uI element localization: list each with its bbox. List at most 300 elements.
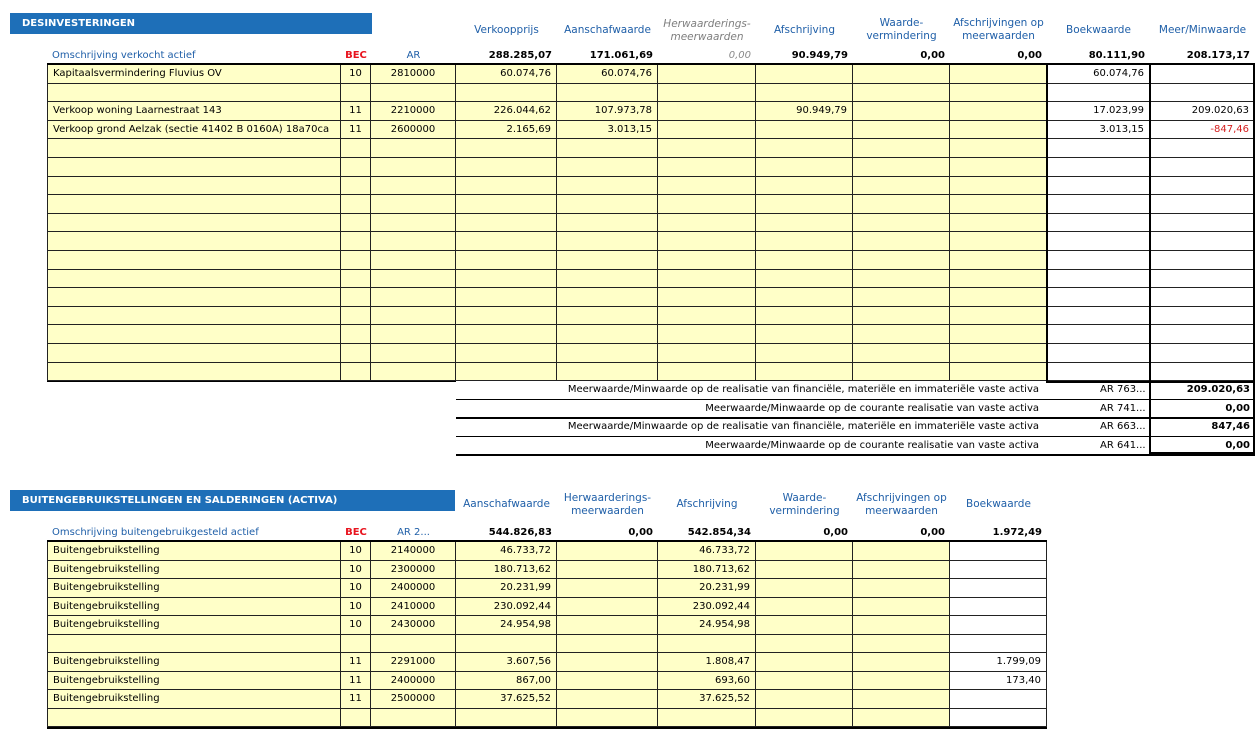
summary-ar-code: AR 641... bbox=[1100, 439, 1146, 451]
cell-waardevermindering[interactable] bbox=[853, 288, 950, 307]
cell-omschrijving[interactable] bbox=[47, 307, 341, 326]
cell-waardevermindering[interactable] bbox=[853, 214, 950, 233]
cell-herwaardering[interactable] bbox=[658, 121, 756, 140]
cell-bec[interactable] bbox=[341, 158, 371, 177]
cell-aanschafwaarde[interactable] bbox=[557, 139, 658, 158]
cell-omschrijving[interactable] bbox=[47, 195, 341, 214]
cell-verkoopprijs[interactable] bbox=[456, 325, 557, 344]
cell-verkoopprijs[interactable] bbox=[456, 84, 557, 103]
summary-description: Meerwaarde/Minwaarde op de realisatie van financiële, materiële en immateriële vaste activa bbox=[567, 421, 1039, 432]
cell-waardevermindering[interactable] bbox=[853, 102, 950, 121]
cell-afschrijvingen-meerwaarden[interactable] bbox=[950, 325, 1047, 344]
cell-ar[interactable]: 2500000 bbox=[371, 690, 456, 709]
cell-afschrijving[interactable]: 20.231,99 bbox=[658, 579, 756, 598]
total-afschrijving: 90.949,79 bbox=[791, 50, 848, 61]
cell-omschrijving[interactable] bbox=[47, 288, 341, 307]
cell-bec[interactable]: 11 bbox=[341, 121, 371, 140]
cell-ar[interactable] bbox=[371, 325, 456, 344]
cell-afschrijvingen-meerwaarden[interactable] bbox=[853, 598, 950, 617]
cell-waardevermindering[interactable] bbox=[756, 579, 853, 598]
cell-boekwaarde[interactable] bbox=[950, 561, 1047, 580]
cell-afschrijvingen-meerwaarden[interactable] bbox=[950, 102, 1047, 121]
summary-border bbox=[1149, 452, 1255, 454]
cell-omschrijving[interactable]: Buitengebruikstelling bbox=[47, 672, 341, 691]
cell-waardevermindering[interactable] bbox=[853, 270, 950, 289]
cell-omschrijving[interactable] bbox=[47, 251, 341, 270]
cell-herwaardering[interactable] bbox=[557, 690, 658, 709]
cell-aanschafwaarde[interactable] bbox=[557, 307, 658, 326]
cell-bec[interactable] bbox=[341, 195, 371, 214]
cell-afschrijvingen-meerwaarden[interactable] bbox=[950, 251, 1047, 270]
cell-afschrijvingen-meerwaarden[interactable] bbox=[950, 121, 1047, 140]
summary-value: 0,00 bbox=[1225, 402, 1250, 414]
cell-waardevermindering[interactable] bbox=[853, 251, 950, 270]
cell-herwaardering[interactable] bbox=[557, 561, 658, 580]
cell-boekwaarde[interactable] bbox=[1047, 270, 1150, 289]
cell-boekwaarde[interactable] bbox=[1047, 232, 1150, 251]
cell-ar[interactable]: 2410000 bbox=[371, 598, 456, 617]
cell-waardevermindering[interactable] bbox=[756, 616, 853, 635]
cell-boekwaarde[interactable] bbox=[950, 616, 1047, 635]
cell-afschrijvingen-meerwaarden[interactable] bbox=[853, 635, 950, 654]
cell-aanschafwaarde[interactable]: 20.231,99 bbox=[456, 579, 557, 598]
cell-waardevermindering[interactable] bbox=[756, 542, 853, 561]
cell-ar[interactable] bbox=[371, 158, 456, 177]
cell-waardevermindering[interactable] bbox=[853, 195, 950, 214]
col2-label-ar: AR 2... bbox=[397, 527, 430, 538]
cell-bec[interactable] bbox=[341, 139, 371, 158]
cell-verkoopprijs[interactable] bbox=[456, 232, 557, 251]
cell-omschrijving[interactable] bbox=[47, 214, 341, 233]
cell-ar[interactable]: 2430000 bbox=[371, 616, 456, 635]
cell-herwaardering[interactable] bbox=[557, 653, 658, 672]
cell-meerminwaarde[interactable] bbox=[1150, 288, 1255, 307]
cell-verkoopprijs[interactable]: 2.165,69 bbox=[456, 121, 557, 140]
cell-aanschafwaarde[interactable]: 60.074,76 bbox=[557, 65, 658, 84]
cell-herwaardering[interactable] bbox=[658, 232, 756, 251]
cell-boekwaarde[interactable]: 3.013,15 bbox=[1047, 121, 1150, 140]
cell-omschrijving[interactable] bbox=[47, 139, 341, 158]
cell-verkoopprijs[interactable] bbox=[456, 177, 557, 196]
cell-afschrijvingen-meerwaarden[interactable] bbox=[950, 65, 1047, 84]
cell-afschrijvingen-meerwaarden[interactable] bbox=[950, 232, 1047, 251]
cell-omschrijving[interactable]: Verkoop woning Laarnestraat 143 bbox=[47, 102, 341, 121]
cell-boekwaarde[interactable] bbox=[950, 598, 1047, 617]
cell-afschrijvingen-meerwaarden[interactable] bbox=[950, 195, 1047, 214]
cell-ar[interactable]: 2400000 bbox=[371, 579, 456, 598]
cell-waardevermindering[interactable] bbox=[853, 325, 950, 344]
cell-herwaardering[interactable] bbox=[557, 579, 658, 598]
cell-verkoopprijs[interactable] bbox=[456, 344, 557, 363]
cell-aanschafwaarde[interactable]: 107.973,78 bbox=[557, 102, 658, 121]
cell-aanschafwaarde[interactable]: 3.607,56 bbox=[456, 653, 557, 672]
cell-aanschafwaarde[interactable]: 46.733,72 bbox=[456, 542, 557, 561]
cell-ar[interactable] bbox=[371, 363, 456, 382]
cell-afschrijvingen-meerwaarden[interactable] bbox=[950, 177, 1047, 196]
cell-omschrijving[interactable]: Verkoop grond Aelzak (sectie 41402 B 0160A) 18a70ca bbox=[47, 121, 341, 140]
cell-waardevermindering[interactable] bbox=[853, 121, 950, 140]
cell-afschrijving[interactable] bbox=[756, 139, 853, 158]
cell-herwaardering[interactable] bbox=[557, 672, 658, 691]
cell-aanschafwaarde[interactable] bbox=[557, 288, 658, 307]
cell-ar[interactable]: 2300000 bbox=[371, 561, 456, 580]
cell-boekwaarde[interactable] bbox=[1047, 84, 1150, 103]
cell-bec[interactable] bbox=[341, 325, 371, 344]
cell-ar[interactable] bbox=[371, 270, 456, 289]
cell-verkoopprijs[interactable] bbox=[456, 214, 557, 233]
cell-afschrijving[interactable] bbox=[756, 65, 853, 84]
cell-ar[interactable] bbox=[371, 84, 456, 103]
cell-boekwaarde[interactable]: 173,40 bbox=[950, 672, 1047, 691]
cell-meerminwaarde[interactable] bbox=[1150, 363, 1255, 382]
cell-afschrijving[interactable] bbox=[756, 121, 853, 140]
cell-herwaardering[interactable] bbox=[557, 616, 658, 635]
cell-herwaardering[interactable] bbox=[557, 635, 658, 654]
cell-afschrijvingen-meerwaarden[interactable] bbox=[950, 344, 1047, 363]
cell-bec[interactable] bbox=[341, 177, 371, 196]
cell-bec[interactable] bbox=[341, 214, 371, 233]
cell-afschrijving[interactable] bbox=[756, 158, 853, 177]
cell-bec[interactable] bbox=[341, 232, 371, 251]
cell-omschrijving[interactable] bbox=[47, 270, 341, 289]
cell-herwaardering[interactable] bbox=[658, 270, 756, 289]
cell-boekwaarde[interactable] bbox=[1047, 363, 1150, 382]
cell-aanschafwaarde[interactable] bbox=[557, 344, 658, 363]
cell-herwaardering[interactable] bbox=[658, 84, 756, 103]
cell-bec[interactable]: 10 bbox=[341, 598, 371, 617]
cell-ar[interactable]: 2140000 bbox=[371, 542, 456, 561]
cell-bec[interactable] bbox=[341, 307, 371, 326]
header2-herwaardering: Herwaarderings- meerwaarden bbox=[563, 492, 652, 517]
cell-ar[interactable]: 2210000 bbox=[371, 102, 456, 121]
cell-afschrijving[interactable]: 24.954,98 bbox=[658, 616, 756, 635]
header2-waardevermindering: Waarde- vermindering bbox=[769, 492, 840, 517]
cell-verkoopprijs[interactable] bbox=[456, 288, 557, 307]
cell-bec[interactable]: 10 bbox=[341, 579, 371, 598]
cell-ar[interactable] bbox=[371, 195, 456, 214]
cell-verkoopprijs[interactable] bbox=[456, 307, 557, 326]
cell-waardevermindering[interactable] bbox=[853, 363, 950, 382]
grid-border bbox=[47, 540, 1047, 542]
cell-boekwaarde[interactable]: 1.799,09 bbox=[950, 653, 1047, 672]
cell-herwaardering[interactable] bbox=[658, 251, 756, 270]
cell-omschrijving[interactable] bbox=[47, 635, 341, 654]
cell-aanschafwaarde[interactable] bbox=[557, 158, 658, 177]
cell-herwaardering[interactable] bbox=[658, 288, 756, 307]
cell-boekwaarde[interactable]: 60.074,76 bbox=[1047, 65, 1150, 84]
summary-description: Meerwaarde/Minwaarde op de realisatie van financiële, materiële en immateriële vaste activa bbox=[567, 384, 1039, 395]
cell-bec[interactable]: 11 bbox=[341, 672, 371, 691]
cell-verkoopprijs[interactable] bbox=[456, 158, 557, 177]
cell-afschrijving[interactable]: 180.713,62 bbox=[658, 561, 756, 580]
cell-waardevermindering[interactable] bbox=[756, 635, 853, 654]
col2-label-omschrijving: Omschrijving buitengebruikgesteld actief bbox=[52, 527, 259, 538]
cell-afschrijvingen-meerwaarden[interactable] bbox=[853, 672, 950, 691]
cell-bec[interactable]: 10 bbox=[341, 561, 371, 580]
cell-ar[interactable] bbox=[371, 344, 456, 363]
cell-boekwaarde[interactable] bbox=[1047, 344, 1150, 363]
cell-afschrijving[interactable] bbox=[756, 344, 853, 363]
cell-afschrijving[interactable] bbox=[756, 177, 853, 196]
cell-waardevermindering[interactable] bbox=[756, 672, 853, 691]
cell-afschrijving[interactable]: 37.625,52 bbox=[658, 690, 756, 709]
cell-aanschafwaarde[interactable] bbox=[557, 251, 658, 270]
cell-aanschafwaarde[interactable]: 180.713,62 bbox=[456, 561, 557, 580]
header2-aanschafwaarde: Aanschafwaarde bbox=[463, 498, 550, 510]
cell-omschrijving[interactable]: Buitengebruikstelling bbox=[47, 561, 341, 580]
cell-omschrijving[interactable] bbox=[47, 325, 341, 344]
cell-ar[interactable] bbox=[371, 139, 456, 158]
cell-afschrijvingen-meerwaarden[interactable] bbox=[950, 307, 1047, 326]
cell-omschrijving[interactable] bbox=[47, 363, 341, 382]
cell-verkoopprijs[interactable] bbox=[456, 195, 557, 214]
cell-waardevermindering[interactable] bbox=[756, 653, 853, 672]
cell-afschrijvingen-meerwaarden[interactable] bbox=[950, 214, 1047, 233]
cell-afschrijvingen-meerwaarden[interactable] bbox=[853, 653, 950, 672]
cell-afschrijving[interactable] bbox=[756, 288, 853, 307]
cell-afschrijving[interactable]: 1.808,47 bbox=[658, 653, 756, 672]
cell-boekwaarde[interactable] bbox=[1047, 325, 1150, 344]
cell-herwaardering[interactable] bbox=[557, 709, 658, 728]
grid-border bbox=[47, 381, 456, 382]
cell-waardevermindering[interactable] bbox=[756, 561, 853, 580]
cell-waardevermindering[interactable] bbox=[853, 139, 950, 158]
cell-bec[interactable]: 11 bbox=[341, 653, 371, 672]
cell-bec[interactable] bbox=[341, 288, 371, 307]
cell-meerminwaarde[interactable] bbox=[1150, 158, 1255, 177]
cell-waardevermindering[interactable] bbox=[853, 65, 950, 84]
cell-omschrijving[interactable]: Kapitaalsvermindering Fluvius OV bbox=[47, 65, 341, 84]
cell-bec[interactable] bbox=[341, 709, 371, 728]
header2-afschrijvingen-meerwaarden: Afschrijvingen op meerwaarden bbox=[856, 492, 947, 517]
cell-meerminwaarde[interactable] bbox=[1150, 232, 1255, 251]
cell-aanschafwaarde[interactable] bbox=[557, 195, 658, 214]
cell-meerminwaarde[interactable]: -847,46 bbox=[1150, 121, 1255, 140]
cell-bec[interactable]: 10 bbox=[341, 65, 371, 84]
cell-afschrijvingen-meerwaarden[interactable] bbox=[950, 139, 1047, 158]
cell-omschrijving[interactable] bbox=[47, 232, 341, 251]
cell-herwaardering[interactable] bbox=[658, 195, 756, 214]
cell-boekwaarde[interactable] bbox=[950, 542, 1047, 561]
cell-afschrijvingen-meerwaarden[interactable] bbox=[950, 288, 1047, 307]
cell-verkoopprijs[interactable] bbox=[456, 270, 557, 289]
cell-herwaardering[interactable] bbox=[658, 307, 756, 326]
cell-verkoopprijs[interactable] bbox=[456, 363, 557, 382]
cell-afschrijving[interactable]: 46.733,72 bbox=[658, 542, 756, 561]
cell-aanschafwaarde[interactable] bbox=[557, 325, 658, 344]
cell-herwaardering[interactable] bbox=[658, 139, 756, 158]
cell-waardevermindering[interactable] bbox=[853, 232, 950, 251]
cell-afschrijving[interactable] bbox=[756, 307, 853, 326]
cell-afschrijving[interactable] bbox=[756, 251, 853, 270]
cell-boekwaarde[interactable] bbox=[1047, 307, 1150, 326]
cell-waardevermindering[interactable] bbox=[756, 709, 853, 728]
cell-afschrijving[interactable] bbox=[756, 84, 853, 103]
cell-boekwaarde[interactable] bbox=[950, 709, 1047, 728]
cell-ar[interactable] bbox=[371, 635, 456, 654]
cell-herwaardering[interactable] bbox=[658, 65, 756, 84]
cell-afschrijving[interactable] bbox=[756, 214, 853, 233]
cell-ar[interactable]: 2291000 bbox=[371, 653, 456, 672]
cell-waardevermindering[interactable] bbox=[853, 84, 950, 103]
cell-afschrijving[interactable] bbox=[658, 635, 756, 654]
cell-aanschafwaarde[interactable] bbox=[456, 635, 557, 654]
cell-omschrijving[interactable]: Buitengebruikstelling bbox=[47, 579, 341, 598]
cell-ar[interactable] bbox=[371, 709, 456, 728]
cell-herwaardering[interactable] bbox=[557, 542, 658, 561]
cell-aanschafwaarde[interactable] bbox=[557, 214, 658, 233]
total-boekwaarde: 80.111,90 bbox=[1088, 50, 1145, 61]
cell-herwaardering[interactable] bbox=[658, 158, 756, 177]
cell-afschrijving[interactable]: 90.949,79 bbox=[756, 102, 853, 121]
cell-meerminwaarde[interactable] bbox=[1150, 177, 1255, 196]
cell-meerminwaarde[interactable] bbox=[1150, 139, 1255, 158]
cell-aanschafwaarde[interactable] bbox=[557, 84, 658, 103]
total2-afschrijvingen-meerwaarden: 0,00 bbox=[920, 527, 945, 538]
cell-herwaardering[interactable] bbox=[557, 598, 658, 617]
cell-aanschafwaarde[interactable] bbox=[557, 177, 658, 196]
cell-afschrijvingen-meerwaarden[interactable] bbox=[853, 561, 950, 580]
summary-value: 0,00 bbox=[1225, 439, 1250, 451]
cell-herwaardering[interactable] bbox=[658, 363, 756, 382]
cell-afschrijving[interactable]: 230.092,44 bbox=[658, 598, 756, 617]
cell-meerminwaarde[interactable] bbox=[1150, 307, 1255, 326]
cell-ar[interactable] bbox=[371, 177, 456, 196]
cell-waardevermindering[interactable] bbox=[853, 307, 950, 326]
cell-afschrijvingen-meerwaarden[interactable] bbox=[853, 542, 950, 561]
cell-boekwaarde[interactable] bbox=[1047, 177, 1150, 196]
cell-ar[interactable] bbox=[371, 307, 456, 326]
cell-afschrijvingen-meerwaarden[interactable] bbox=[853, 579, 950, 598]
cell-verkoopprijs[interactable]: 60.074,76 bbox=[456, 65, 557, 84]
cell-omschrijving[interactable]: Buitengebruikstelling bbox=[47, 616, 341, 635]
cell-afschrijvingen-meerwaarden[interactable] bbox=[853, 616, 950, 635]
cell-bec[interactable] bbox=[341, 84, 371, 103]
cell-boekwaarde[interactable]: 17.023,99 bbox=[1047, 102, 1150, 121]
cell-omschrijving[interactable] bbox=[47, 158, 341, 177]
cell-verkoopprijs[interactable]: 226.044,62 bbox=[456, 102, 557, 121]
cell-boekwaarde[interactable] bbox=[1047, 251, 1150, 270]
cell-afschrijving[interactable] bbox=[756, 363, 853, 382]
cell-boekwaarde[interactable] bbox=[1047, 195, 1150, 214]
cell-boekwaarde[interactable] bbox=[1047, 158, 1150, 177]
cell-boekwaarde[interactable] bbox=[1047, 214, 1150, 233]
cell-bec[interactable]: 11 bbox=[341, 102, 371, 121]
cell-bec[interactable]: 10 bbox=[341, 616, 371, 635]
cell-ar[interactable] bbox=[371, 251, 456, 270]
cell-bec[interactable]: 10 bbox=[341, 542, 371, 561]
cell-aanschafwaarde[interactable] bbox=[456, 709, 557, 728]
cell-afschrijving[interactable] bbox=[756, 270, 853, 289]
cell-herwaardering[interactable] bbox=[658, 325, 756, 344]
cell-aanschafwaarde[interactable]: 230.092,44 bbox=[456, 598, 557, 617]
cell-omschrijving[interactable]: Buitengebruikstelling bbox=[47, 690, 341, 709]
cell-afschrijvingen-meerwaarden[interactable] bbox=[853, 690, 950, 709]
header-meerminwaarde: Meer/Minwaarde bbox=[1158, 23, 1247, 36]
cell-afschrijving[interactable]: 693,60 bbox=[658, 672, 756, 691]
cell-waardevermindering[interactable] bbox=[853, 344, 950, 363]
cell-afschrijvingen-meerwaarden[interactable] bbox=[853, 709, 950, 728]
cell-afschrijving[interactable] bbox=[756, 325, 853, 344]
cell-meerminwaarde[interactable] bbox=[1150, 344, 1255, 363]
cell-aanschafwaarde[interactable]: 24.954,98 bbox=[456, 616, 557, 635]
cell-meerminwaarde[interactable] bbox=[1150, 325, 1255, 344]
cell-ar[interactable]: 2400000 bbox=[371, 672, 456, 691]
cell-herwaardering[interactable] bbox=[658, 102, 756, 121]
cell-herwaardering[interactable] bbox=[658, 214, 756, 233]
cell-afschrijving[interactable] bbox=[658, 709, 756, 728]
summary-description: Meerwaarde/Minwaarde op de courante realisatie van vaste activa bbox=[705, 439, 1039, 451]
cell-boekwaarde[interactable] bbox=[1047, 288, 1150, 307]
cell-herwaardering[interactable] bbox=[658, 177, 756, 196]
cell-meerminwaarde[interactable]: 209.020,63 bbox=[1150, 102, 1255, 121]
cell-aanschafwaarde[interactable]: 37.625,52 bbox=[456, 690, 557, 709]
header-herwaardering: Herwaarderings- meerwaarden bbox=[663, 18, 751, 43]
cell-afschrijvingen-meerwaarden[interactable] bbox=[950, 363, 1047, 382]
cell-afschrijvingen-meerwaarden[interactable] bbox=[950, 158, 1047, 177]
cell-meerminwaarde[interactable] bbox=[1150, 251, 1255, 270]
cell-meerminwaarde[interactable] bbox=[1150, 195, 1255, 214]
cell-afschrijving[interactable] bbox=[756, 232, 853, 251]
summary-ar-code: AR 663... bbox=[1100, 421, 1146, 432]
cell-boekwaarde[interactable] bbox=[950, 579, 1047, 598]
cell-meerminwaarde[interactable] bbox=[1150, 214, 1255, 233]
cell-meerminwaarde[interactable] bbox=[1150, 65, 1255, 84]
cell-ar[interactable]: 2600000 bbox=[371, 121, 456, 140]
cell-bec[interactable] bbox=[341, 363, 371, 382]
cell-aanschafwaarde[interactable]: 867,00 bbox=[456, 672, 557, 691]
cell-afschrijving[interactable] bbox=[756, 195, 853, 214]
cell-waardevermindering[interactable] bbox=[853, 177, 950, 196]
cell-aanschafwaarde[interactable] bbox=[557, 232, 658, 251]
cell-omschrijving[interactable] bbox=[47, 177, 341, 196]
cell-herwaardering[interactable] bbox=[658, 344, 756, 363]
cell-boekwaarde[interactable] bbox=[950, 690, 1047, 709]
cell-boekwaarde[interactable] bbox=[950, 635, 1047, 654]
cell-meerminwaarde[interactable] bbox=[1150, 84, 1255, 103]
cell-ar[interactable] bbox=[371, 232, 456, 251]
cell-bec[interactable] bbox=[341, 635, 371, 654]
cell-boekwaarde[interactable] bbox=[1047, 139, 1150, 158]
total2-boekwaarde: 1.972,49 bbox=[992, 527, 1042, 538]
cell-waardevermindering[interactable] bbox=[853, 158, 950, 177]
cell-omschrijving[interactable] bbox=[47, 84, 341, 103]
cell-aanschafwaarde[interactable]: 3.013,15 bbox=[557, 121, 658, 140]
cell-bec[interactable]: 11 bbox=[341, 690, 371, 709]
cell-omschrijving[interactable]: Buitengebruikstelling bbox=[47, 542, 341, 561]
cell-ar[interactable]: 2810000 bbox=[371, 65, 456, 84]
cell-bec[interactable] bbox=[341, 344, 371, 363]
cell-meerminwaarde[interactable] bbox=[1150, 270, 1255, 289]
cell-omschrijving[interactable]: Buitengebruikstelling bbox=[47, 653, 341, 672]
cell-waardevermindering[interactable] bbox=[756, 690, 853, 709]
cell-ar[interactable] bbox=[371, 214, 456, 233]
cell-bec[interactable] bbox=[341, 270, 371, 289]
cell-aanschafwaarde[interactable] bbox=[557, 363, 658, 382]
cell-verkoopprijs[interactable] bbox=[456, 251, 557, 270]
cell-ar[interactable] bbox=[371, 288, 456, 307]
cell-aanschafwaarde[interactable] bbox=[557, 270, 658, 289]
cell-omschrijving[interactable]: Buitengebruikstelling bbox=[47, 598, 341, 617]
cell-waardevermindering[interactable] bbox=[756, 598, 853, 617]
cell-afschrijvingen-meerwaarden[interactable] bbox=[950, 270, 1047, 289]
cell-verkoopprijs[interactable] bbox=[456, 139, 557, 158]
cell-bec[interactable] bbox=[341, 251, 371, 270]
cell-afschrijvingen-meerwaarden[interactable] bbox=[950, 84, 1047, 103]
header2-boekwaarde: Boekwaarde bbox=[966, 498, 1031, 510]
cell-omschrijving[interactable] bbox=[47, 344, 341, 363]
cell-omschrijving[interactable] bbox=[47, 709, 341, 728]
